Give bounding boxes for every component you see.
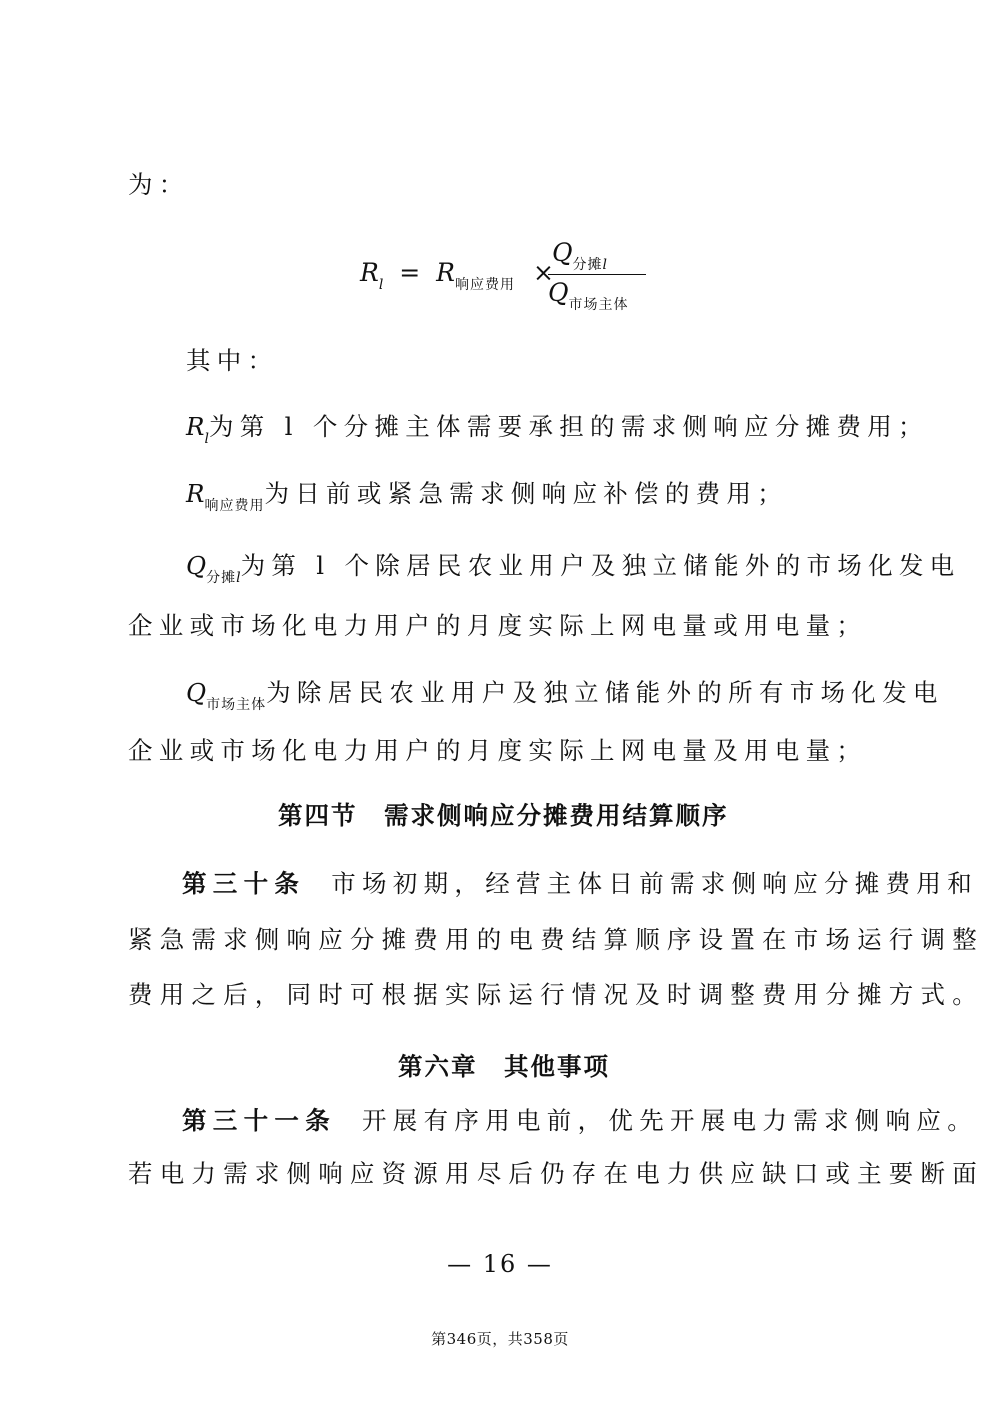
fraction-bar <box>548 274 646 275</box>
article-label: 第三十一条 <box>182 1106 336 1135</box>
page-footer: 第346页，共358页 <box>431 1330 569 1348</box>
paragraph-line: 若电力需求侧响应资源用尽后仍存在电力供应缺口或主要断面 <box>128 1159 984 1188</box>
paragraph-line: 企业或市场化电力用户的月度实际上网电量或用电量； <box>128 611 868 640</box>
formula-lhs: $R_l = R_{响应费用}$ × <box>360 258 554 293</box>
chapter-heading: 第六章 其他事项 <box>398 1052 610 1081</box>
article-30-line: 第三十条 市场初期，经营主体日前需求侧响应分摊费用和 <box>182 869 979 898</box>
paragraph-line: 企业或市场化电力用户的月度实际上网电量及用电量； <box>128 736 868 765</box>
paragraph-line: 其中： <box>186 346 279 375</box>
page-number: — 16 — <box>447 1250 553 1278</box>
definition-q-share: $Q_{分摊l}$为第 l 个除居民农业用户及独立储能外的市场化发电 <box>186 551 961 586</box>
section-heading: 第四节 需求侧响应分摊费用结算顺序 <box>278 801 729 830</box>
paragraph-line: 紧急需求侧响应分摊费用的电费结算顺序设置在市场运行调整 <box>128 925 984 954</box>
article-31-line: 第三十一条 开展有序用电前，优先开展电力需求侧响应。 <box>182 1106 978 1135</box>
definition-q-market: $Q_{市场主体}$为除居民农业用户及独立储能外的所有市场化发电 <box>186 678 944 713</box>
fraction-numerator: $Q_{分摊l}$ <box>552 238 607 273</box>
paragraph-line: 为： <box>128 170 190 199</box>
paragraph-line: 费用之后，同时可根据实际运行情况及时调整费用分摊方式。 <box>128 980 984 1009</box>
definition-r-l: $R_l$为第 l 个分摊主体需要承担的需求侧响应分摊费用； <box>186 412 929 447</box>
fraction-denominator: $Q_{市场主体}$ <box>548 278 629 313</box>
article-label: 第三十条 <box>182 869 306 898</box>
definition-r-response: $R_{响应费用}$为日前或紧急需求侧响应补偿的费用； <box>186 479 789 514</box>
